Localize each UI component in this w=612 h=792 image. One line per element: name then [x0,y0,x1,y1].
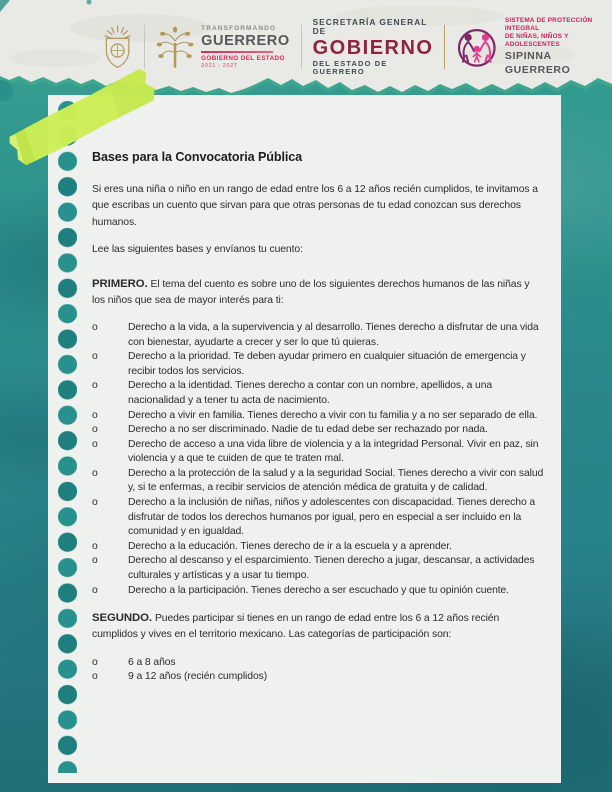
section-segundo-paragraph [92,610,545,643]
bullet-marker: o [92,438,98,450]
transformando-guerrero-tree-icon [156,20,194,74]
intro-paragraph: Si eres una niña o niño en un rango de edad entre los 6 a 12 años recién cumplidos, te invitamos a que escribas un cuento que sirvan para que otras personas de tu edad conozcan sus derechos humanos. [92,184,538,228]
transformando-label: TRANSFORMANDO [201,24,277,32]
sipinna-family-circle-icon [456,23,498,71]
bullet-text: 6 a 8 años [128,656,176,668]
list-item [92,350,545,379]
bullet-text: Derecho a la vida, a la supervivencia y al desarrollo. Tienes derecho a disfrutar de una vida con bienestar, ayudarte a crecer y ser lo que tú quieras. [128,321,539,348]
gobierno-del-estado-brand [201,25,290,70]
gobierno-del-estado-label: GOBIERNO DEL ESTADO [201,54,285,62]
periodo-label: 2021 - 2027 [201,62,238,69]
section-segundo-label: SEGUNDO. [92,612,152,625]
red-rule [201,51,273,53]
bullet-text: Derecho a la identidad. Tienes derecho a contar con un nombre, apellidos, a una nacionalidad y a tener tu acta de nacimiento. [128,380,493,406]
bullet-text: Derecho a no ser discriminado. Nadie de tu edad debe ser rechazado por nada. [128,424,488,436]
secretaria-line3: DEL ESTADO DE GUERRERO [312,59,388,77]
bullet-text: Derecho de acceso a una vida libre de violencia y a la integridad Personal. Vivir en paz, sin violencia y a que te cuiden de que te traten mal. [128,438,539,465]
bullet-marker: o [92,467,98,479]
guerrero-label: GUERRERO [201,33,290,50]
divider [144,25,145,69]
list-item [92,540,545,555]
bullet-text: Derecho a la participación. Tienes derecho a ser escuchado y que tu opinión cuente. [128,584,510,596]
divider [444,25,445,69]
bullet-text: Derecho a la protección de la salud y a la seguridad Social. Tienes derecho a vivir con salud y, si te enfermas, a recibir servicios de atención médica de gratuita y de calidad. [128,467,544,494]
instruction-paragraph: Lee las siguientes bases y envíanos tu cuento: [92,244,303,256]
list-item [92,379,545,408]
list-item [92,438,545,467]
list-item [92,423,545,438]
bullet-marker: o [92,321,98,333]
sipinna-line2: DE NIÑAS, NIÑOS Y ADOLESCENTES [504,33,569,49]
bullet-marker: o [92,424,98,436]
section-segundo-text: Puedes participar si tienes en un rango de edad entre los 6 a 12 años recién cumplidos y vives en el territorio mexicano. Las categorías de participación son: [92,613,500,641]
guerrero-coat-of-arms-icon [102,20,133,74]
bullet-marker: o [92,497,98,509]
list-item [92,409,545,424]
rights-list [92,321,545,598]
bullet-marker: o [92,351,98,363]
bullet-text: Derecho a la prioridad. Te deben ayudar primero en cualquier situación de emergencia y recibir todos los servicios. [128,351,526,377]
list-item [92,584,545,599]
bullet-marker: o [92,380,98,392]
sipinna-brand [505,17,612,76]
header [102,18,612,76]
bullet-marker: o [92,671,98,683]
list-item [92,467,545,496]
bullet-marker: o [92,540,98,552]
bullet-marker: o [92,555,98,567]
bullet-text: 9 a 12 años (recién cumplidos) [128,671,268,683]
list-item [92,496,545,540]
sipinna-line1: SISTEMA DE PROTECCIÓN INTEGRAL [504,17,593,33]
page-title: Bases para la Convocatoria Pública [92,150,303,164]
list-item [92,670,545,685]
bullet-text: Derecho al descanso y el esparcimiento. Tienen derecho a jugar, descansar, a actividades culturales y artísticas y a usar tu tiempo. [128,555,535,582]
bullet-marker: o [92,656,98,668]
secretaria-line1: SECRETARÍA GENERAL DE [312,16,428,36]
list-item [92,321,545,350]
sipinna-guerrero-label: SIPINNA GUERRERO [504,50,571,76]
list-item [92,554,545,583]
bullet-text: Derecho a la educación. Tienes derecho de ir a la escuela y a aprender. [128,540,452,552]
bullet-marker: o [92,584,98,596]
document-content [48,95,561,783]
section-primero-paragraph [92,276,545,310]
section-primero-text: El tema del cuento es sobre uno de los siguientes derechos humanos de las niñas y los niños que sea de mayor interés para ti: [92,278,530,307]
section-primero-label: PRIMERO. [92,277,148,290]
bullet-text: Derecho a vivir en familia. Tienes derecho a vivir con tu familia y a no ser separado de ella. [128,409,538,421]
secretaria-general-brand [313,18,434,77]
age-categories-list [92,656,545,685]
divider [301,25,302,69]
bullet-text: Derecho a la inclusión de niñas, niños y adolescentes con discapacidad. Tienes derecho a disfrutar de todos los derechos humanos por igual, pero en especial a ser incluido en la comunidad y en igualdad. [128,497,536,538]
list-item [92,656,545,671]
document-card [48,95,561,783]
bullet-marker: o [92,409,98,421]
secretaria-gobierno-label: GOBIERNO [312,37,434,60]
